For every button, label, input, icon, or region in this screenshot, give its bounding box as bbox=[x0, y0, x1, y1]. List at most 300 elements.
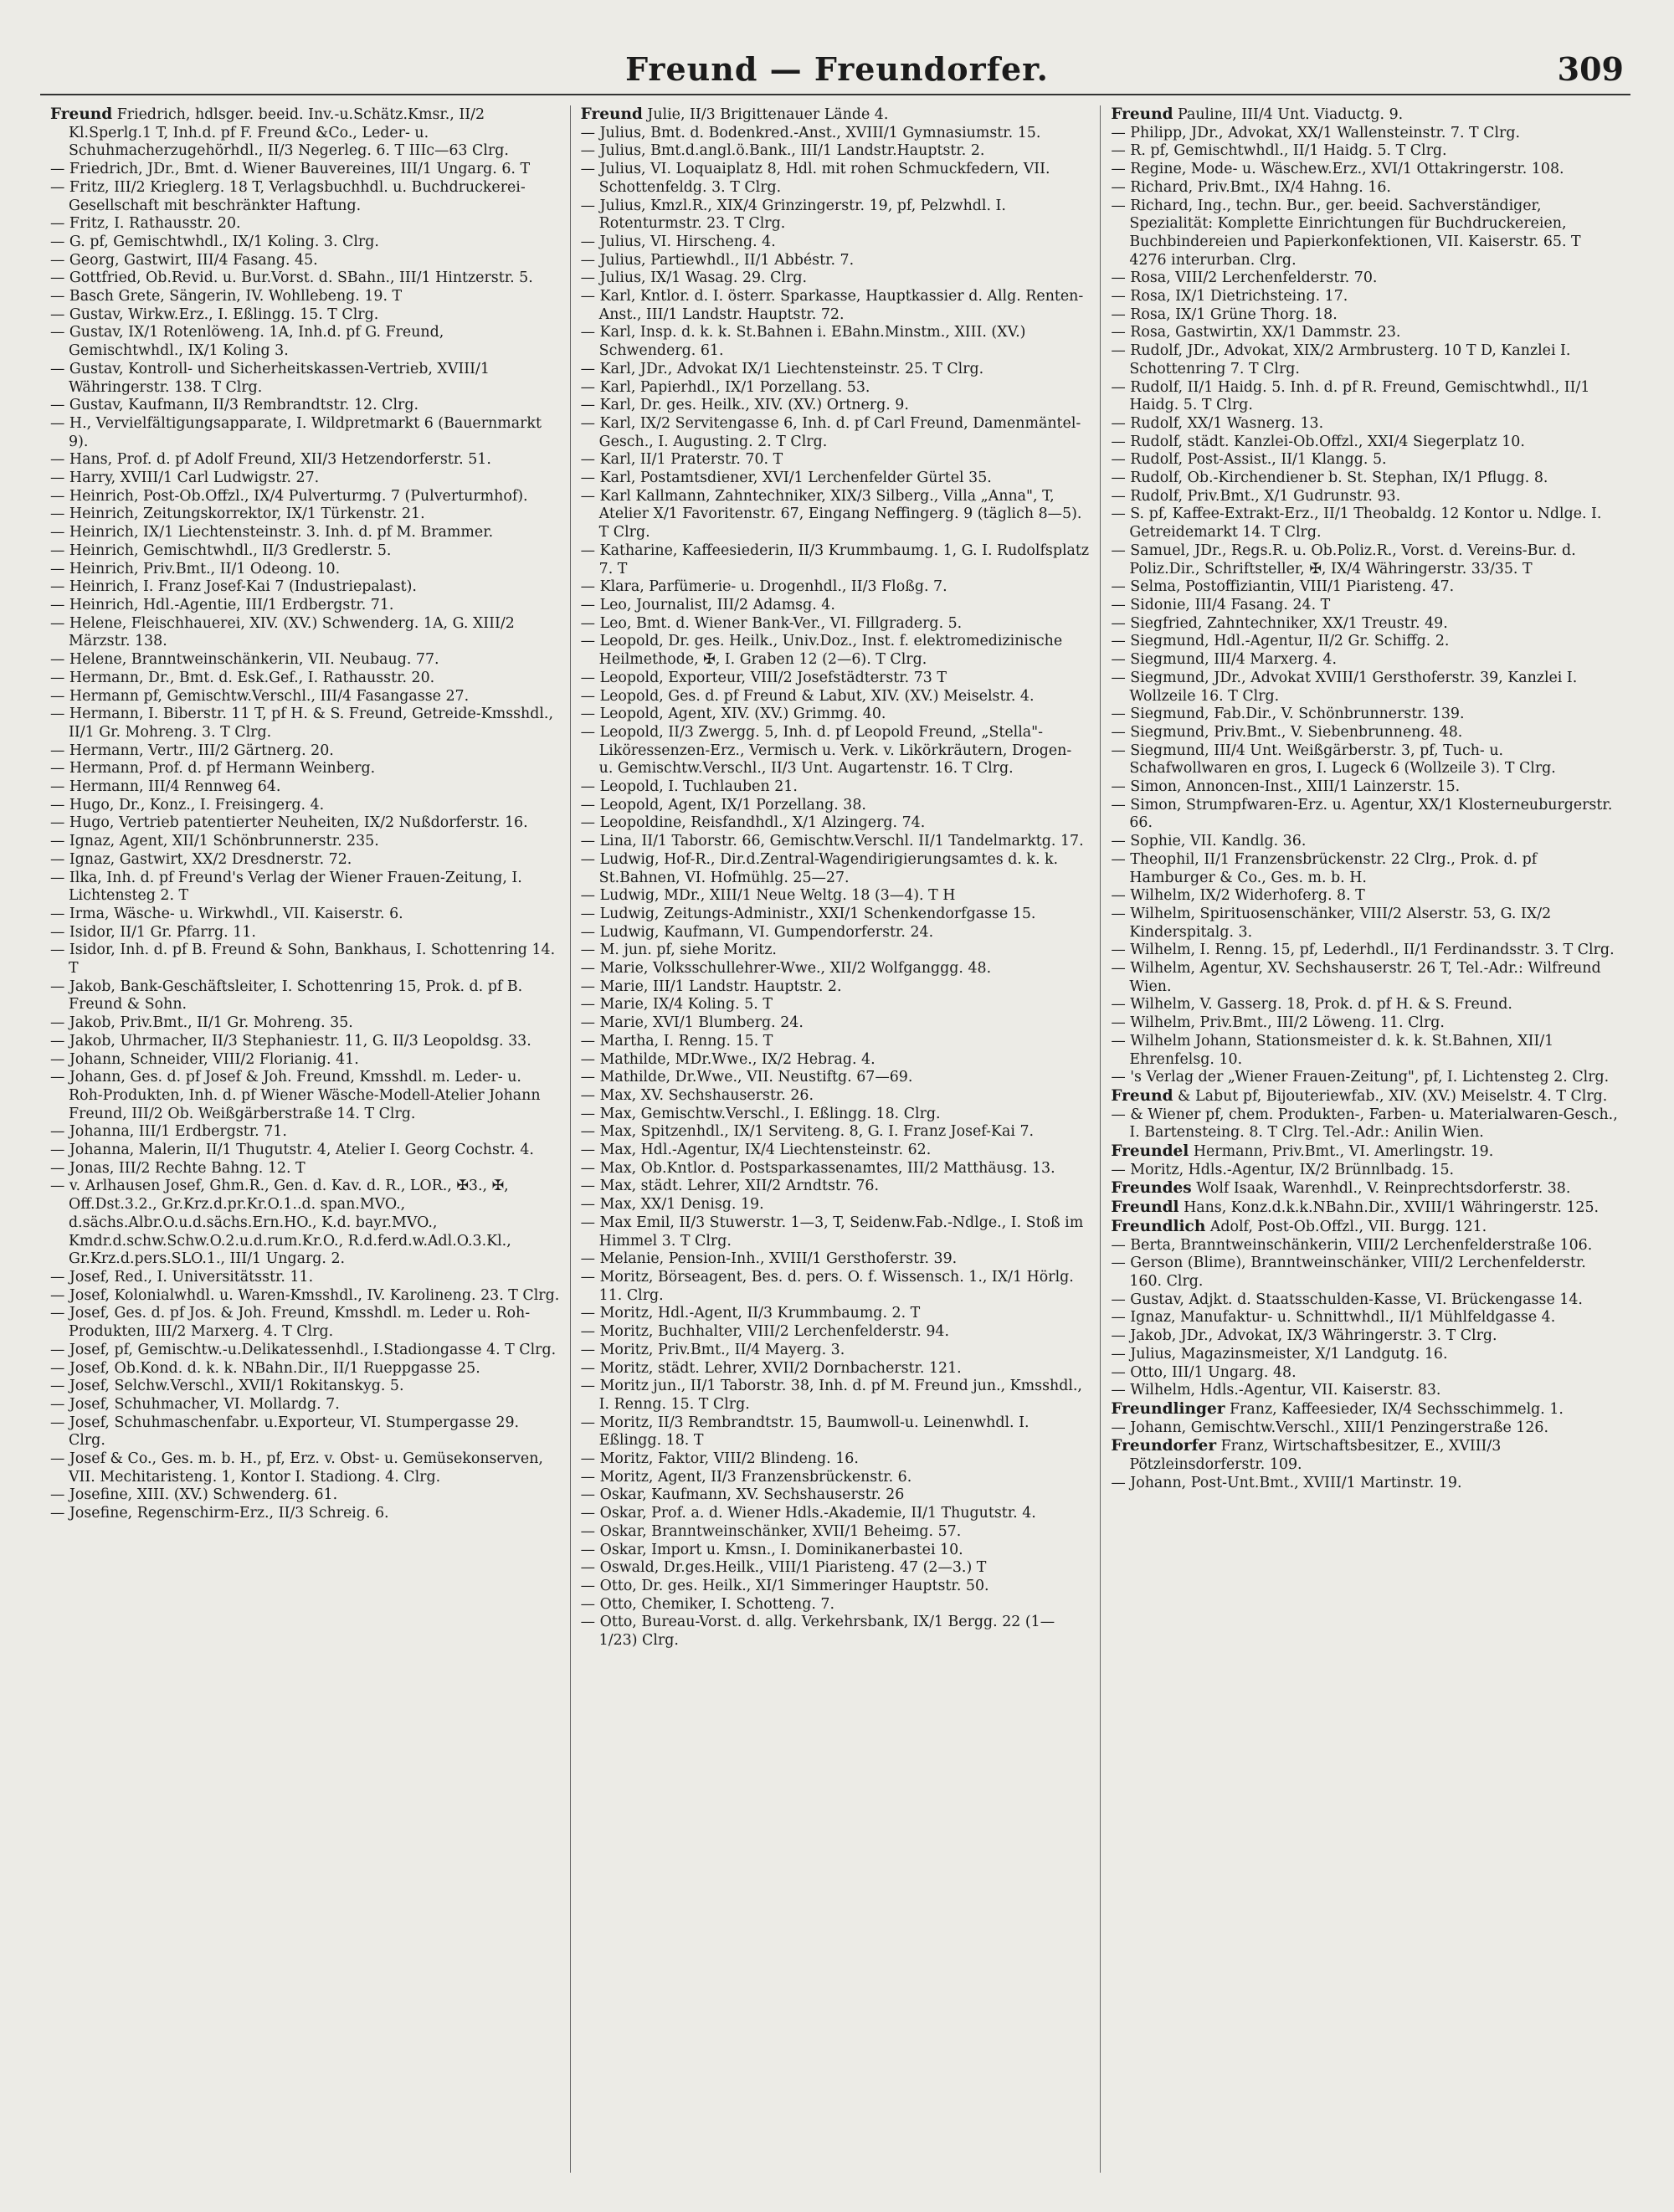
entry-text: — Max, städt. Lehrer, XII/2 Arndtstr. 76. bbox=[580, 1178, 879, 1195]
directory-entry bbox=[50, 742, 560, 761]
entry-text: — Moritz, Agent, II/3 Franzensbrückenstr. 6. bbox=[580, 1468, 912, 1486]
directory-entry bbox=[581, 1214, 1091, 1250]
directory-entry bbox=[50, 760, 560, 778]
directory-entry bbox=[581, 252, 1091, 270]
entry-surname: Freundes bbox=[1111, 1179, 1192, 1198]
directory-entry bbox=[50, 615, 560, 651]
entry-text: Adolf, Post-Ob.Offzl., VII. Burgg. 121. bbox=[1209, 1218, 1487, 1235]
header-divider bbox=[40, 94, 1630, 95]
directory-entry bbox=[1111, 1437, 1620, 1474]
directory-entry bbox=[50, 1051, 560, 1070]
entry-text: — Marie, XVI/1 Blumberg. 24. bbox=[580, 1014, 804, 1032]
directory-entry bbox=[50, 1269, 560, 1287]
entry-surname: Freundl bbox=[1111, 1198, 1179, 1217]
directory-entry bbox=[1111, 1087, 1620, 1106]
page-header bbox=[0, 50, 1674, 100]
entry-text: — Moritz, Hdl.-Agent, II/3 Krummbaumg. 2. T bbox=[580, 1305, 921, 1322]
directory-entry bbox=[1111, 706, 1620, 724]
entry-text: — Moritz, Hdls.-Agentur, IX/2 Brünnlbadg. 15. bbox=[1111, 1161, 1455, 1178]
directory-entry bbox=[1111, 434, 1620, 452]
directory-entry bbox=[50, 288, 560, 306]
entry-text: — Jakob, Bank-Geschäftsleiter, I. Schottenring 15, Prok. d. pf B. Freund & Sohn. bbox=[50, 978, 523, 1014]
directory-entry bbox=[50, 306, 560, 325]
directory-entry bbox=[1111, 269, 1620, 288]
directory-entry bbox=[1111, 542, 1620, 578]
entry-text: — Irma, Wäsche- u. Wirkwhdl., VII. Kaiserstr. 6. bbox=[50, 905, 403, 922]
entry-text: — Siegmund, Hdl.-Agentur, II/2 Gr. Schiffg. 2. bbox=[1111, 633, 1450, 650]
directory-entry bbox=[50, 105, 560, 161]
directory-entry bbox=[581, 688, 1091, 706]
entry-text: — Josefine, XIII. (XV.) Schwenderg. 61. bbox=[50, 1486, 338, 1504]
entry-text: — Josef, Ob.Kond. d. k. k. NBahn.Dir., II/1 Rueppgasse 25. bbox=[50, 1359, 480, 1377]
directory-entry bbox=[1111, 833, 1620, 851]
entry-text: Franz, Kaffeesieder, IX/4 Sechsschimmelg. 1. bbox=[1230, 1400, 1564, 1418]
directory-entry bbox=[581, 361, 1091, 379]
entry-text: Pauline, III/4 Unt. Viaductg. 9. bbox=[1178, 106, 1404, 123]
directory-entry bbox=[581, 1196, 1091, 1214]
entry-text: — Marie, III/1 Landstr. Hauptstr. 2. bbox=[580, 978, 842, 995]
directory-entry bbox=[581, 1142, 1091, 1160]
directory-entry bbox=[581, 615, 1091, 634]
directory-entry bbox=[50, 1287, 560, 1306]
entry-text: — Ignaz, Manufaktur- u. Schnittwhdl., II/1 Mühlfeldgasse 4. bbox=[1111, 1309, 1556, 1327]
entry-text: — Ludwig, Zeitungs-Administr., XXI/1 Schenkendorfgasse 15. bbox=[580, 905, 1036, 922]
entry-text: — Heinrich, Hdl.-Agentie, III/1 Erdbergstr. 71. bbox=[50, 596, 394, 613]
directory-entry bbox=[581, 125, 1091, 143]
directory-entry bbox=[581, 1269, 1091, 1305]
entry-text: — Max, Ob.Kntlor. d. Postsparkassenamtes, III/2 Matthäusg. 13. bbox=[580, 1159, 1055, 1177]
directory-entry bbox=[581, 1614, 1091, 1650]
entry-text: — Josef, Schuhmacher, VI. Mollardg. 7. bbox=[50, 1395, 340, 1413]
directory-entry bbox=[50, 1486, 560, 1505]
directory-entry bbox=[1111, 451, 1620, 470]
directory-entry bbox=[50, 597, 560, 615]
entry-text: — Hugo, Dr., Konz., I. Freisingerg. 4. bbox=[50, 796, 325, 813]
entry-text: — Johann, Schneider, VIII/2 Florianig. 41. bbox=[50, 1050, 359, 1068]
entry-text: — Josefine, Regenschirm-Erz., II/3 Schreig. 6. bbox=[50, 1505, 389, 1522]
directory-entry bbox=[581, 996, 1091, 1014]
entry-text: — Otto, Bureau-Vorst. d. allg. Verkehrsbank, IX/1 Bergg. 22 (1—1/23) Clrg. bbox=[580, 1614, 1055, 1650]
directory-entry bbox=[50, 1014, 560, 1033]
entry-text: Wolf Isaak, Warenhdl., V. Reinprechtsdorferstr. 38. bbox=[1196, 1180, 1571, 1198]
entry-text: — Karl, IX/2 Servitengasse 6, Inh. d. pf Carl Freund, Damenmäntel-Gesch., I. Augusting. 2. T Clrg. bbox=[580, 414, 1081, 450]
entry-text: — Rosa, Gastwirtin, XX/1 Dammstr. 23. bbox=[1111, 324, 1401, 341]
entry-text: — Josef & Co., Ges. m. b. H., pf, Erz. v. Obst- u. Gemüsekonserven, VII. Mechitaristeng. 1, Kontor I. Stadiong. 4. Clrg. bbox=[50, 1450, 543, 1486]
directory-entry bbox=[581, 415, 1091, 451]
entry-text: — Gustav, Wirkw.Erz., I. Eßlingg. 15. T Clrg. bbox=[50, 305, 379, 323]
entry-text: — Wilhelm, Priv.Bmt., III/2 Löweng. 11. Clrg. bbox=[1111, 1014, 1445, 1032]
entry-text: — Hermann pf, Gemischtw.Verschl., III/4 Fasangasse 27. bbox=[50, 687, 470, 705]
directory-entry bbox=[50, 670, 560, 688]
entry-text: — Samuel, JDr., Regs.R. u. Ob.Poliz.R., Vorst. d. Vereins-Bur. d. Poliz.Dir., Schriftsteller, ✠, IX/4 Währingerstr. 33/35. T bbox=[1111, 541, 1576, 577]
directory-entry bbox=[1111, 1237, 1620, 1255]
directory-entry bbox=[581, 288, 1091, 324]
directory-entry bbox=[50, 1033, 560, 1051]
directory-entry bbox=[50, 851, 560, 870]
directory-entry bbox=[581, 1342, 1091, 1360]
entry-surname: Freund bbox=[580, 105, 643, 123]
entry-text: — Rosa, IX/1 Grüne Thorg. 18. bbox=[1111, 305, 1338, 323]
directory-entry bbox=[1111, 742, 1620, 778]
entry-text: — & Wiener pf, chem. Produkten-, Farben- u. Materialwaren-Gesch., I. Bartensteing. 8. T Clrg. Tel.-Adr.: Anilin Wien. bbox=[1111, 1106, 1618, 1142]
entry-text: — Ilka, Inh. d. pf Freund's Verlag der Wiener Frauen-Zeitung, I. Lichtensteg 2. T bbox=[50, 869, 522, 905]
directory-entry bbox=[1111, 960, 1620, 996]
entry-text: — Max, Spitzenhdl., IX/1 Serviteng. 8, G. I. Franz Josef-Kai 7. bbox=[580, 1123, 1035, 1141]
directory-entry bbox=[581, 269, 1091, 288]
directory-entry bbox=[581, 198, 1091, 234]
directory-entry bbox=[1111, 778, 1620, 797]
directory-entry bbox=[581, 887, 1091, 906]
directory-entry bbox=[581, 142, 1091, 161]
directory-entry bbox=[50, 1069, 560, 1123]
directory-entry bbox=[581, 451, 1091, 470]
entry-text: — 's Verlag der „Wiener Frauen-Zeitung", pf, I. Lichtensteg 2. Clrg. bbox=[1111, 1069, 1610, 1086]
entry-text: — Leopold, Exporteur, VIII/2 Josefstädterstr. 73 T bbox=[580, 669, 947, 686]
directory-entry bbox=[1111, 125, 1620, 143]
entry-text: — Isidor, Inh. d. pf B. Freund & Sohn, Bankhaus, I. Schottenring 14. T bbox=[50, 942, 556, 978]
entry-text: — Josef, pf, Gemischtw.-u.Delikatessenhdl., I.Stadiongasse 4. T Clrg. bbox=[50, 1341, 557, 1358]
entry-text: — Oskar, Branntweinschänker, XVII/1 Beheimg. 57. bbox=[580, 1522, 962, 1540]
directory-entry bbox=[581, 1051, 1091, 1070]
entry-text: — Karl Kallmann, Zahntechniker, XIX/3 Silberg., Villa „Anna", T, Atelier X/1 Favoritenstr. 67, Eingang Neffingerg. 9 (täglich 8—5). T Clrg. bbox=[580, 487, 1082, 541]
entry-text: — Johann, Ges. d. pf Josef & Joh. Freund, Kmsshdl. m. Leder- u. Roh-Produkten, Inh. d. pf Wiener Wäsche-Modell-Atelier Johann Freund, III/2 Ob. Weißgärberstraße 14. T Clrg. bbox=[50, 1069, 541, 1122]
entry-text: — Oswald, Dr.ges.Heilk., VIII/1 Piaristeng. 47 (2—3.) T bbox=[580, 1559, 987, 1577]
entry-text: — Richard, Priv.Bmt., IX/4 Hahng. 16. bbox=[1111, 178, 1391, 196]
column-left bbox=[40, 105, 570, 2173]
directory-entry bbox=[50, 978, 560, 1014]
entry-text: — Leo, Journalist, III/2 Adamsg. 4. bbox=[580, 596, 835, 613]
directory-entry bbox=[50, 215, 560, 234]
entry-text: — Otto, Chemiker, I. Schotteng. 7. bbox=[580, 1595, 834, 1613]
directory-entry bbox=[50, 542, 560, 561]
directory-entry bbox=[581, 578, 1091, 597]
entry-text: — Sidonie, III/4 Fasang. 24. T bbox=[1111, 596, 1331, 613]
entry-text: — Simon, Strumpfwaren-Erz. u. Agentur, XX/1 Klosterneuburgerstr. 66. bbox=[1111, 796, 1613, 832]
entry-text: — Karl, Papierhdl., IX/1 Porzellang. 53. bbox=[580, 378, 870, 396]
entry-text: — Selma, Postoffiziantin, VIII/1 Piaristeng. 47. bbox=[1111, 578, 1455, 596]
directory-entry bbox=[581, 924, 1091, 942]
directory-entry bbox=[1111, 1014, 1620, 1033]
page-title: Freund — Freundorfer. bbox=[625, 50, 1049, 88]
entry-surname: Freundorfer bbox=[1111, 1437, 1217, 1455]
entry-text: — Klara, Parfümerie- u. Drogenhdl., II/3 Floßg. 7. bbox=[580, 578, 947, 596]
directory-entry bbox=[1111, 851, 1620, 887]
entry-text: — Heinrich, Zeitungskorrektor, IX/1 Türkenstr. 21. bbox=[50, 506, 425, 523]
directory-entry bbox=[581, 1450, 1091, 1469]
entry-text: — Leopold, Agent, IX/1 Porzellang. 38. bbox=[580, 796, 866, 813]
page-number: 309 bbox=[1557, 50, 1624, 88]
directory-entry bbox=[581, 1559, 1091, 1578]
entry-text: — Heinrich, Gemischtwhdl., II/3 Gredlerstr. 5. bbox=[50, 541, 392, 559]
directory-entry bbox=[1111, 996, 1620, 1014]
entry-text: — Wilhelm, I. Renng. 15, pf, Lederhdl., II/1 Ferdinandsstr. 3. T Clrg. bbox=[1111, 942, 1615, 959]
entry-text: — Max, Gemischtw.Verschl., I. Eßlingg. 18. Clrg. bbox=[580, 1105, 941, 1122]
entry-text: — Katharine, Kaffeesiederin, II/3 Krummbaumg. 1, G. I. Rudolfsplatz 7. T bbox=[580, 541, 1090, 577]
entry-text: — Hermann, I. Biberstr. 11 T, pf H. & S. Freund, Getreide-Kmsshdl., II/1 Gr. Mohreng. 3. T Clrg. bbox=[50, 706, 553, 741]
entry-text: — Jakob, Uhrmacher, II/3 Stephaniestr. 11, G. II/3 Leopoldsg. 33. bbox=[50, 1032, 531, 1050]
directory-entry bbox=[1111, 1291, 1620, 1310]
directory-entry bbox=[581, 470, 1091, 488]
directory-entry bbox=[581, 1378, 1091, 1414]
entry-text: — Gustav, Kontroll- und Sicherheitskassen-Vertrieb, XVIII/1 Währingerstr. 138. T Clrg. bbox=[50, 360, 490, 396]
entry-text: — Siegmund, Fab.Dir., V. Schönbrunnerstr. 139. bbox=[1111, 706, 1465, 723]
directory-entry bbox=[581, 161, 1091, 197]
entry-text: — Marie, Volksschullehrer-Wwe., XII/2 Wolfganggg. 48. bbox=[580, 960, 992, 978]
entry-text: — Karl, II/1 Praterstr. 70. T bbox=[580, 451, 783, 469]
entry-text: — Ignaz, Gastwirt, XX/2 Dresdnerstr. 72. bbox=[50, 850, 352, 868]
entry-text: — Moritz, II/3 Rembrandtstr. 15, Baumwoll-u. Leinenwhdl. I. Eßlingg. 18. T bbox=[580, 1414, 1030, 1450]
directory-entry bbox=[581, 597, 1091, 615]
directory-entry bbox=[581, 1069, 1091, 1087]
entry-text: — Lina, II/1 Taborstr. 66, Gemischtw.Verschl. II/1 Tandelmarktg. 17. bbox=[580, 833, 1084, 850]
entry-text: — Leopold, II/3 Zwergg. 5, Inh. d. pf Leopold Freund, „Stella"-Liköressenzen-Erz., Vermisch u. Verk. v. Likörkräutern, Drogen- u. Gemischtw.Verschl., II/3 Unt. Augartenstr. 16. T Clrg. bbox=[580, 723, 1072, 778]
entry-text: — Siegfried, Zahntechniker, XX/1 Treustr. 49. bbox=[1111, 614, 1448, 632]
directory-entry bbox=[50, 361, 560, 397]
directory-entry bbox=[581, 542, 1091, 578]
directory-entry bbox=[1111, 1106, 1620, 1142]
entry-text: — Helene, Fleischhauerei, XIV. (XV.) Schwenderg. 1A, G. XIII/2 Märzstr. 138. bbox=[50, 614, 515, 650]
entry-text: — R. pf, Gemischtwhdl., II/1 Haidg. 5. T Clrg. bbox=[1111, 142, 1447, 160]
directory-entry bbox=[581, 797, 1091, 815]
directory-entry bbox=[1111, 306, 1620, 325]
entry-text: — Heinrich, I. Franz Josef-Kai 7 (Industriepalast). bbox=[50, 578, 417, 596]
directory-entry bbox=[50, 561, 560, 579]
entry-surname: Freund bbox=[50, 105, 113, 123]
directory-entry bbox=[581, 488, 1091, 542]
entry-text: — Hermann, III/4 Rennweg 64. bbox=[50, 778, 281, 796]
directory-entry bbox=[1111, 161, 1620, 179]
directory-entry bbox=[50, 470, 560, 488]
entry-text: — Wilhelm, Spirituosenschänker, VIII/2 Alserstr. 53, G. IX/2 Kinderspitalg. 3. bbox=[1111, 905, 1552, 941]
directory-entry bbox=[50, 1450, 560, 1486]
entry-text: — Moritz, Börseagent, Bes. d. pers. O. f. Wissensch. 1., IX/1 Hörlg. 11. Clrg. bbox=[580, 1269, 1074, 1304]
entry-text: — Josef, Red., I. Universitätsstr. 11. bbox=[50, 1269, 314, 1286]
entry-text: — Siegmund, III/4 Marxerg. 4. bbox=[1111, 651, 1337, 669]
entry-surname: Freund bbox=[1111, 105, 1173, 123]
entry-text: — Johann, Post-Unt.Bmt., XVIII/1 Martinstr. 19. bbox=[1111, 1474, 1462, 1491]
directory-entry bbox=[581, 1323, 1091, 1342]
directory-entry bbox=[50, 252, 560, 270]
directory-entry bbox=[1111, 578, 1620, 597]
entry-text: — Siegmund, JDr., Advokat XVIII/1 Gersthoferstr. 39, Kanzlei I. Wollzeile 16. T Clrg. bbox=[1111, 669, 1578, 705]
directory-entry bbox=[581, 633, 1091, 669]
directory-entry bbox=[1111, 342, 1620, 378]
directory-entry bbox=[1111, 1069, 1620, 1087]
directory-entry bbox=[50, 1505, 560, 1523]
entry-text: — Moritz, städt. Lehrer, XVII/2 Dornbacherstr. 121. bbox=[580, 1359, 962, 1377]
entry-text: — Philipp, JDr., Advokat, XX/1 Wallensteinstr. 7. T Clrg. bbox=[1111, 124, 1520, 141]
entry-text: — Fritz, III/2 Krieglerg. 18 T, Verlagsbuchhdl. u. Buchdruckerei-Gesellschaft mit beschränkter Haftung. bbox=[50, 178, 526, 214]
directory-entry bbox=[50, 1414, 560, 1450]
entry-text: — Jonas, III/2 Rechte Bahng. 12. T bbox=[50, 1159, 306, 1177]
entry-text: — Josef, Kolonialwhdl. u. Waren-Kmsshdl., IV. Karolineng. 23. T Clrg. bbox=[50, 1286, 560, 1304]
directory-entry bbox=[50, 415, 560, 451]
entry-text: — Ludwig, Hof-R., Dir.d.Zentral-Wagendirigierungsamtes d. k. k. St.Bahnen, VI. Hofmühlg. 25—27. bbox=[580, 850, 1059, 886]
entry-text: — Johann, Gemischtw.Verschl., XIII/1 Penzingerstraße 126. bbox=[1111, 1419, 1549, 1436]
directory-entry bbox=[50, 269, 560, 288]
entry-text: — Ludwig, Kaufmann, VI. Gumpendorferstr. 24. bbox=[580, 923, 934, 941]
directory-entry bbox=[50, 1342, 560, 1360]
directory-entry bbox=[1111, 488, 1620, 506]
entry-text: — Siegmund, III/4 Unt. Weißgärberstr. 3, pf, Tuch- u. Schafwollwaren en gros, I. Lugeck 6 (Wollzeile 3). T Clrg. bbox=[1111, 742, 1556, 778]
directory-entry bbox=[50, 706, 560, 742]
entry-text: — Hermann, Dr., Bmt. d. Esk.Gef., I. Rathausstr. 20. bbox=[50, 669, 435, 686]
directory-entry bbox=[581, 1123, 1091, 1142]
directory-entry bbox=[1111, 633, 1620, 651]
directory-entry bbox=[1111, 1255, 1620, 1291]
column-middle bbox=[570, 105, 1101, 2173]
entry-text: — Heinrich, IX/1 Liechtensteinstr. 3. Inh. d. pf M. Brammer. bbox=[50, 524, 494, 541]
entry-text: Friedrich, hdlsger. beeid. Inv.-u.Schätz.Kmsr., II/2 Kl.Sperlg.1 T, Inh.d. pf F. Freund &Co., Leder- u. Schuhmacherzugehörhdl., II/3 Negerleg. 6. T IIIc—63 Clrg. bbox=[69, 106, 509, 160]
directory-entry bbox=[1111, 470, 1620, 488]
directory-entry bbox=[50, 524, 560, 542]
directory-entry bbox=[581, 397, 1091, 415]
directory-entry bbox=[581, 1469, 1091, 1487]
entry-text: — Rudolf, städt. Kanzlei-Ob.Offzl., XXI/4 Siegerplatz 10. bbox=[1111, 433, 1525, 450]
entry-text: — Rudolf, Priv.Bmt., X/1 Gudrunstr. 93. bbox=[1111, 487, 1401, 505]
entry-text: — Martha, I. Renng. 15. T bbox=[580, 1032, 773, 1050]
directory-entry bbox=[1111, 1179, 1620, 1198]
directory-entry bbox=[581, 1178, 1091, 1196]
directory-entry bbox=[50, 688, 560, 706]
entry-text: — Julius, Bmt. d. Bodenkred.-Anst., XVIII/1 Gymnasiumstr. 15. bbox=[580, 124, 1041, 141]
entry-text: — Helene, Branntweinschänkerin, VII. Neubaug. 77. bbox=[50, 651, 439, 669]
entry-text: — Siegmund, Priv.Bmt., V. Siebenbrunneng. 48. bbox=[1111, 723, 1463, 741]
directory-entry bbox=[581, 324, 1091, 360]
directory-entry bbox=[1111, 1327, 1620, 1346]
directory-entry bbox=[581, 1523, 1091, 1542]
directory-entry bbox=[50, 397, 560, 415]
entry-text: — Rudolf, JDr., Advokat, XIX/2 Armbrusterg. 10 T D, Kanzlei I. Schottenring 7. T Clrg. bbox=[1111, 342, 1571, 377]
directory-entry bbox=[1111, 597, 1620, 615]
directory-entry bbox=[50, 1396, 560, 1414]
entry-text: — Wilhelm, V. Gasserg. 18, Prok. d. pf H. & S. Freund. bbox=[1111, 996, 1512, 1014]
directory-entry bbox=[581, 1106, 1091, 1124]
entry-text: — Leopold, I. Tuchlauben 21. bbox=[580, 778, 798, 796]
entry-text: — Fritz, I. Rathausstr. 20. bbox=[50, 215, 241, 233]
directory-entry bbox=[581, 706, 1091, 724]
entry-text: — Rudolf, II/1 Haidg. 5. Inh. d. pf R. Freund, Gemischtwhdl., II/1 Haidg. 5. T Clrg. bbox=[1111, 378, 1590, 414]
directory-entry bbox=[1111, 142, 1620, 161]
entry-text: — Julius, Partiewhdl., II/1 Abbéstr. 7. bbox=[580, 251, 855, 269]
directory-entry bbox=[50, 814, 560, 833]
entry-text: — M. jun. pf, siehe Moritz. bbox=[580, 942, 777, 959]
directory-entry bbox=[1111, 179, 1620, 198]
entry-text: — Heinrich, Priv.Bmt., II/1 Odeong. 10. bbox=[50, 560, 341, 577]
entry-text: — v. Arlhausen Josef, Ghm.R., Gen. d. Kav. d. R., LOR., ✠3., ✠, Off.Dst.3.2., Gr.Krz.d.pr.Kr.O.1..d. span.MVO., d.sächs.Albr.O.u.d.sächs.Ern.HO., K.d. bayr.MVO., Kmdr.d.schw.Schw.O.2.u.d.rum.Kr.O., R.d.ferd.w.Adl.O.3.Kl., Gr.Krz.d.pers.SLO.1., III/1 Ungarg. 2. bbox=[50, 1178, 511, 1268]
entry-text: — Leopoldine, Reisfandhdl., X/1 Alzingerg. 74. bbox=[580, 814, 926, 832]
entry-surname: Freundlich bbox=[1111, 1217, 1206, 1235]
entry-text: — Oskar, Kaufmann, XV. Sechshauserstr. 26 bbox=[580, 1486, 905, 1504]
entry-surname: Freund bbox=[1111, 1086, 1173, 1105]
entry-text: — Gustav, Kaufmann, II/3 Rembrandtstr. 12. Clrg. bbox=[50, 397, 419, 414]
directory-entry bbox=[1111, 615, 1620, 634]
directory-entry bbox=[1111, 1218, 1620, 1237]
directory-entry bbox=[581, 1542, 1091, 1560]
entry-text: — Heinrich, Post-Ob.Offzl., IX/4 Pulverturmg. 7 (Pulverturmhof). bbox=[50, 487, 528, 505]
entry-text: — Johanna, III/1 Erdbergstr. 71. bbox=[50, 1123, 287, 1141]
entry-text: — Ignaz, Agent, XII/1 Schönbrunnerstr. 235. bbox=[50, 833, 379, 850]
directory-entry bbox=[581, 724, 1091, 778]
entry-text: — Karl, JDr., Advokat IX/1 Liechtensteinstr. 25. T Clrg. bbox=[580, 360, 984, 377]
entry-text: — Josef, Selchw.Verschl., XVII/1 Rokitanskyg. 5. bbox=[50, 1378, 404, 1395]
entry-text: — Regine, Mode- u. Wäschew.Erz., XVI/1 Ottakringerstr. 108. bbox=[1111, 161, 1564, 178]
directory-entry bbox=[1111, 651, 1620, 670]
directory-entry bbox=[581, 814, 1091, 833]
directory-entry bbox=[1111, 198, 1620, 270]
directory-entry bbox=[581, 942, 1091, 960]
entry-text: — Karl, Postamtsdiener, XVI/1 Lerchenfelder Gürtel 35. bbox=[580, 470, 992, 487]
entry-text: — Moritz, Priv.Bmt., II/4 Mayerg. 3. bbox=[580, 1341, 845, 1358]
entry-text: — Josef, Ges. d. pf Jos. & Joh. Freund, Kmsshdl. m. Leder u. Roh-Produkten, III/2 Marxerg. 4. T Clrg. bbox=[50, 1305, 531, 1341]
entry-text: — Oskar, Import u. Kmsn., I. Dominikanerbastei 10. bbox=[580, 1541, 963, 1558]
entry-text: — G. pf, Gemischtwhdl., IX/1 Koling. 3. Clrg. bbox=[50, 233, 379, 250]
directory-entry bbox=[1111, 797, 1620, 833]
entry-text: — Johanna, Malerin, II/1 Thugutstr. 4, Atelier I. Georg Cochstr. 4. bbox=[50, 1142, 534, 1159]
directory-entry bbox=[50, 906, 560, 924]
directory-entry bbox=[50, 324, 560, 360]
entry-text: — Simon, Annoncen-Inst., XIII/1 Lainzerstr. 15. bbox=[1111, 778, 1461, 796]
entry-text: — Gerson (Blime), Branntweinschänker, VIII/2 Lerchenfelderstr. 160. Clrg. bbox=[1111, 1255, 1586, 1290]
directory-entry bbox=[581, 1033, 1091, 1051]
entry-text: — Berta, Branntweinschänkerin, VIII/2 Lerchenfelderstraße 106. bbox=[1111, 1236, 1593, 1254]
entry-text: — Max, Hdl.-Agentur, IX/4 Liechtensteinstr. 62. bbox=[580, 1142, 932, 1159]
entry-text: — Oskar, Prof. a. d. Wiener Hdls.-Akademie, II/1 Thugutstr. 4. bbox=[580, 1505, 1036, 1522]
directory-entry bbox=[1111, 506, 1620, 541]
directory-entry bbox=[581, 1160, 1091, 1178]
directory-entry bbox=[581, 105, 1091, 125]
entry-text: — Julius, Kmzl.R., XIX/4 Grinzingerstr. 19, pf, Pelzwhdl. I. Rotenturmstr. 23. T Clrg. bbox=[580, 197, 1006, 233]
directory-entry bbox=[1111, 1309, 1620, 1327]
entry-text: Hermann, Priv.Bmt., VI. Amerlingstr. 19. bbox=[1193, 1143, 1494, 1161]
directory-entry bbox=[50, 451, 560, 470]
entry-text: — Josef, Schuhmaschenfabr. u.Exporteur, VI. Stumpergasse 29. Clrg. bbox=[50, 1414, 520, 1450]
entry-text: — Max, XV. Sechshauserstr. 26. bbox=[580, 1086, 814, 1104]
directory-entry bbox=[50, 1123, 560, 1142]
directory-entry bbox=[50, 578, 560, 597]
entry-text: — Moritz, Buchhalter, VIII/2 Lerchenfelderstr. 94. bbox=[580, 1323, 949, 1341]
directory-entry bbox=[1111, 670, 1620, 706]
entry-text: — Sophie, VII. Kandlg. 36. bbox=[1111, 833, 1307, 850]
entry-text: — Julius, IX/1 Wasag. 29. Clrg. bbox=[580, 269, 808, 287]
entry-text: Franz, Wirtschaftsbesitzer, E., XVIII/3 Pötzleinsdorferstr. 109. bbox=[1129, 1438, 1502, 1474]
directory-entry bbox=[1111, 324, 1620, 342]
directory-entry bbox=[50, 506, 560, 524]
directory-entry bbox=[581, 851, 1091, 887]
entry-text: — Moritz jun., II/1 Taborstr. 38, Inh. d. pf M. Freund jun., Kmsshdl., I. Renng. 15. T Clrg. bbox=[580, 1378, 1082, 1413]
entry-text: — Leo, Bmt. d. Wiener Bank-Ver., VI. Fillgraderg. 5. bbox=[580, 614, 963, 632]
directory-entry bbox=[50, 179, 560, 215]
directory-entry bbox=[1111, 724, 1620, 742]
entry-text: — Otto, Dr. ges. Heilk., XI/1 Simmeringer Hauptstr. 50. bbox=[580, 1577, 989, 1594]
entry-text: — Rosa, IX/1 Dietrichsteing. 17. bbox=[1111, 288, 1348, 305]
directory-entry bbox=[50, 924, 560, 942]
directory-entry bbox=[1111, 415, 1620, 434]
directory-entry bbox=[50, 797, 560, 815]
directory-entry bbox=[50, 1305, 560, 1341]
entry-text: — Max, XX/1 Denisg. 19. bbox=[580, 1196, 764, 1214]
directory-entry bbox=[581, 1578, 1091, 1596]
directory-entry bbox=[1111, 1033, 1620, 1069]
directory-entry bbox=[581, 906, 1091, 924]
entry-text: — Hans, Prof. d. pf Adolf Freund, XII/3 Hetzendorferstr. 51. bbox=[50, 451, 491, 469]
directory-entry bbox=[50, 1160, 560, 1178]
directory-entry bbox=[50, 1142, 560, 1160]
entry-text: — Rudolf, XX/1 Wasnerg. 13. bbox=[1111, 414, 1324, 432]
directory-entry bbox=[581, 1414, 1091, 1450]
entry-text: — Hermann, Vertr., III/2 Gärtnerg. 20. bbox=[50, 742, 334, 759]
directory-entry bbox=[581, 1014, 1091, 1033]
